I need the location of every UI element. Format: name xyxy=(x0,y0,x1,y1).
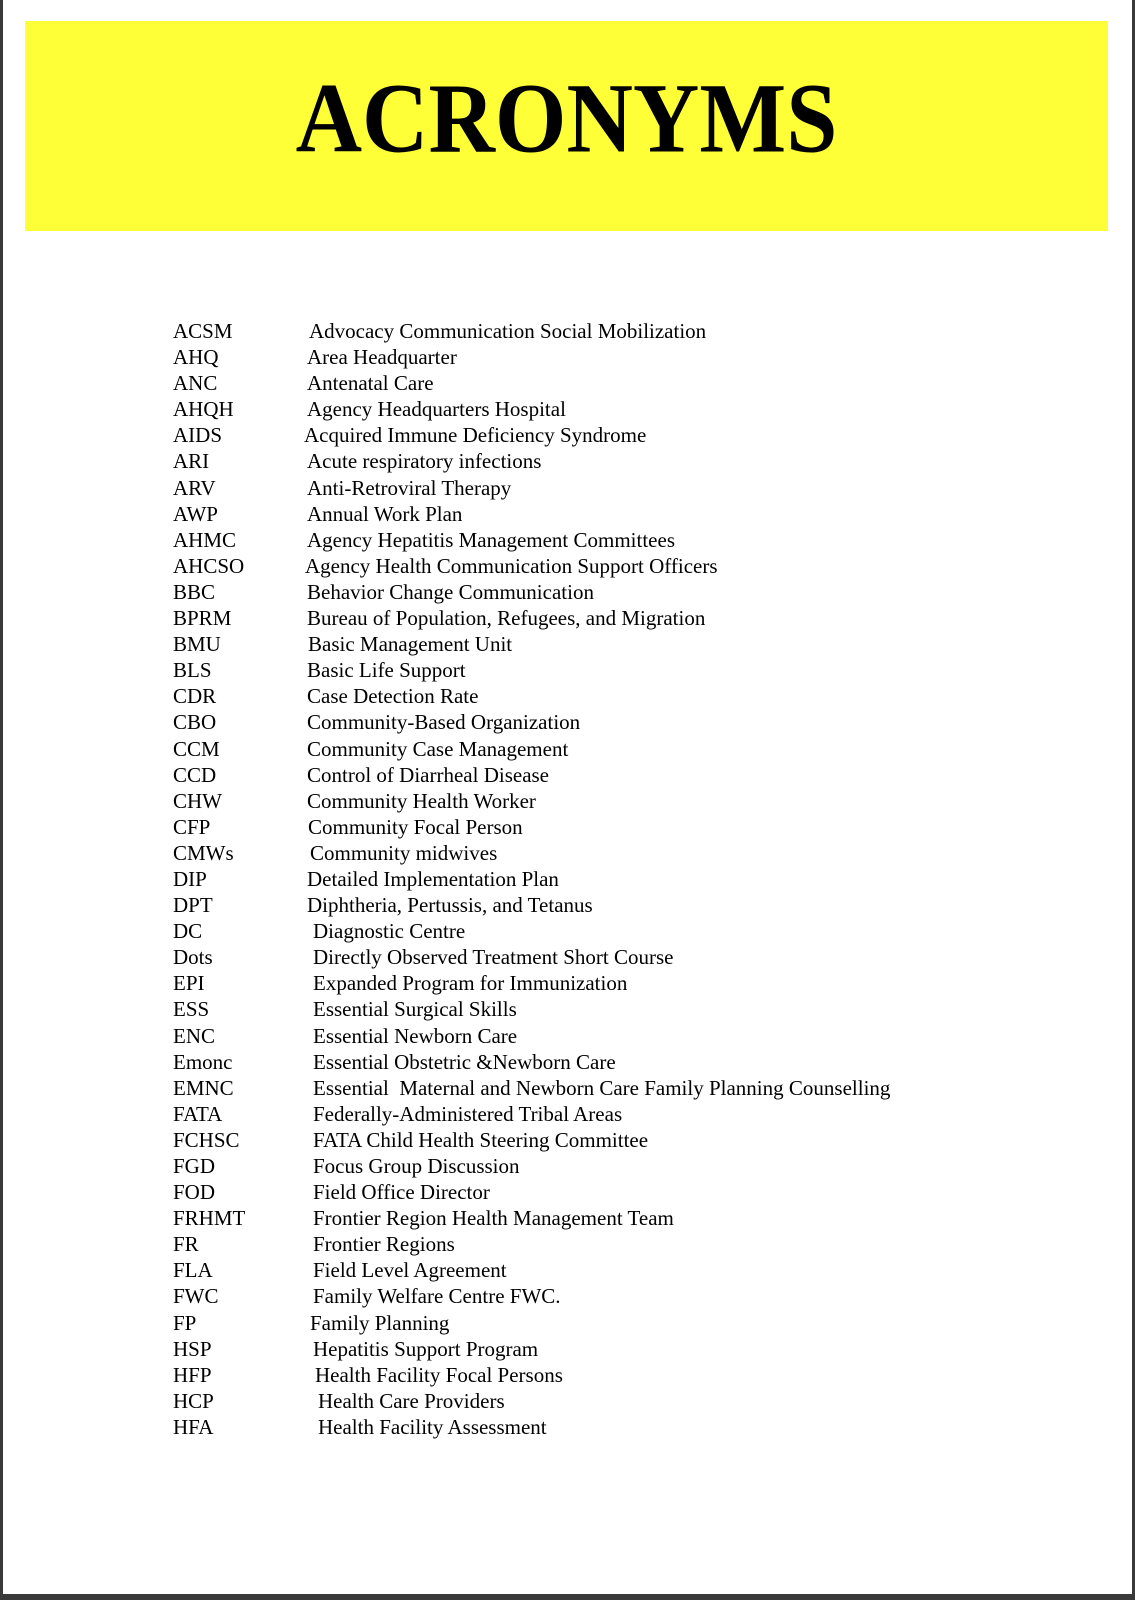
acronym-definition: Frontier Region Health Management Team xyxy=(313,1206,674,1231)
acronym-definition: Frontier Regions xyxy=(313,1232,455,1257)
acronym-definition: Hepatitis Support Program xyxy=(313,1336,539,1361)
acronym-definition: Family Welfare Centre FWC. xyxy=(313,1284,561,1309)
acronym-abbreviation: BPRM xyxy=(173,606,232,631)
acronym-definition: Field Level Agreement xyxy=(313,1258,507,1283)
acronym-definition: Anti-Retroviral Therapy xyxy=(307,475,512,500)
acronym-definition: Agency Headquarters Hospital xyxy=(307,397,566,422)
acronym-abbreviation: EPI xyxy=(173,971,205,996)
acronym-abbreviation: FP xyxy=(173,1310,197,1335)
acronym-abbreviation: HFP xyxy=(173,1362,212,1387)
acronym-abbreviation: FOD xyxy=(173,1180,216,1205)
acronym-abbreviation: FWC xyxy=(173,1284,219,1309)
acronym-abbreviation: ACSM xyxy=(173,319,233,343)
acronym-abbreviation: ESS xyxy=(173,997,210,1022)
acronym-abbreviation: AHMC xyxy=(173,527,237,552)
acronym-abbreviation: CCM xyxy=(173,736,220,761)
acronym-definition: Health Facility Assessment xyxy=(318,1414,547,1439)
acronym-definition: Essential Obstetric &Newborn Care xyxy=(313,1049,616,1074)
acronym-abbreviation: DIP xyxy=(173,866,207,891)
title-banner xyxy=(25,21,1108,231)
acronym-abbreviation: FATA xyxy=(173,1101,223,1126)
acronym-definition: Diagnostic Centre xyxy=(313,919,466,944)
acronym-definition: Case Detection Rate xyxy=(307,684,479,709)
acronym-definition: Community midwives xyxy=(310,840,498,865)
acronym-abbreviation: CCD xyxy=(173,762,217,787)
acronym-abbreviation: ARI xyxy=(173,449,210,474)
acronym-definition: Agency Hepatitis Management Committees xyxy=(307,527,675,552)
acronym-abbreviation: FLA xyxy=(173,1258,213,1283)
acronym-definition: Community Case Management xyxy=(307,736,569,761)
acronym-definition: Field Office Director xyxy=(313,1180,490,1205)
acronym-abbreviation: CDR xyxy=(173,684,217,709)
acronym-abbreviation: FRHMT xyxy=(173,1206,246,1231)
acronym-definition: Essential Surgical Skills xyxy=(313,997,517,1022)
acronym-abbreviation: AHQ xyxy=(173,345,219,370)
acronym-definition: Community Focal Person xyxy=(308,814,523,839)
acronym-abbreviation: BLS xyxy=(173,658,212,683)
acronym-definition: Advocacy Communication Social Mobilization xyxy=(309,319,707,343)
acronym-definition: Directly Observed Treatment Short Course xyxy=(313,945,674,970)
acronym-abbreviation: FGD xyxy=(173,1154,216,1178)
acronym-abbreviation: CHW xyxy=(173,788,222,813)
page-title: ACRONYMS xyxy=(295,62,838,174)
acronym-definition: Agency Health Communication Support Officers xyxy=(305,553,718,578)
acronym-abbreviation: HFA xyxy=(173,1414,214,1439)
acronym-abbreviation: Emonc xyxy=(173,1049,233,1074)
acronym-definition: Essential Maternal and Newborn Care Family Planning Counselling xyxy=(313,1075,891,1100)
acronym-definition: Diphtheria, Pertussis, and Tetanus xyxy=(307,893,593,918)
acronym-definition: Family Planning xyxy=(310,1310,450,1335)
acronym-abbreviation: CMWs xyxy=(173,840,234,865)
acronym-definition: Federally-Administered Tribal Areas xyxy=(313,1101,623,1126)
acronym-definition: FATA Child Health Steering Committee xyxy=(313,1127,649,1152)
acronym-definition: Behavior Change Communication xyxy=(307,579,594,604)
acronym-definition: Focus Group Discussion xyxy=(313,1154,520,1178)
acronym-abbreviation: BBC xyxy=(173,579,216,604)
acronym-abbreviation: AHCSO xyxy=(173,553,245,578)
acronym-abbreviation: DC xyxy=(173,919,203,944)
acronym-definition: Acquired Immune Deficiency Syndrome xyxy=(304,423,647,448)
acronym-definition: Antenatal Care xyxy=(307,371,434,396)
acronym-abbreviation: AIDS xyxy=(173,423,223,448)
acronym-definition: Health Care Providers xyxy=(318,1388,505,1413)
acronym-definition: Expanded Program for Immunization xyxy=(313,971,628,996)
acronym-abbreviation: HSP xyxy=(173,1336,212,1361)
document-page xyxy=(3,0,1132,1594)
acronym-abbreviation: HCP xyxy=(173,1388,214,1413)
acronym-definition: Essential Newborn Care xyxy=(313,1023,518,1048)
acronym-definition: Bureau of Population, Refugees, and Migration xyxy=(307,606,706,631)
acronym-definition: Acute respiratory infections xyxy=(307,449,542,474)
acronym-abbreviation: ENC xyxy=(173,1023,215,1048)
acronym-definition: Basic Management Unit xyxy=(308,632,513,657)
acronym-abbreviation: FCHSC xyxy=(173,1127,240,1152)
acronym-abbreviation: AHQH xyxy=(173,397,234,422)
acronym-definition: Detailed Implementation Plan xyxy=(307,866,559,891)
acronym-definition: Control of Diarrheal Disease xyxy=(307,762,550,787)
acronym-abbreviation: ARV xyxy=(173,475,216,500)
acronym-definition: Community-Based Organization xyxy=(307,710,581,735)
acronym-definition: Community Health Worker xyxy=(307,788,536,813)
acronym-definition: Basic Life Support xyxy=(307,658,466,683)
acronym-definition: Annual Work Plan xyxy=(307,501,463,526)
acronym-abbreviation: ANC xyxy=(173,371,218,396)
acronym-abbreviation: CBO xyxy=(173,710,217,735)
acronym-definition: Area Headquarter xyxy=(307,345,457,370)
acronym-abbreviation: CFP xyxy=(173,814,211,839)
acronym-abbreviation: Dots xyxy=(173,945,213,970)
acronym-abbreviation: FR xyxy=(173,1232,199,1257)
acronym-abbreviation: BMU xyxy=(173,632,221,657)
acronym-definition: Health Facility Focal Persons xyxy=(315,1362,563,1387)
acronym-abbreviation: DPT xyxy=(173,893,213,918)
acronym-abbreviation: EMNC xyxy=(173,1075,234,1100)
acronym-abbreviation: AWP xyxy=(173,501,218,526)
